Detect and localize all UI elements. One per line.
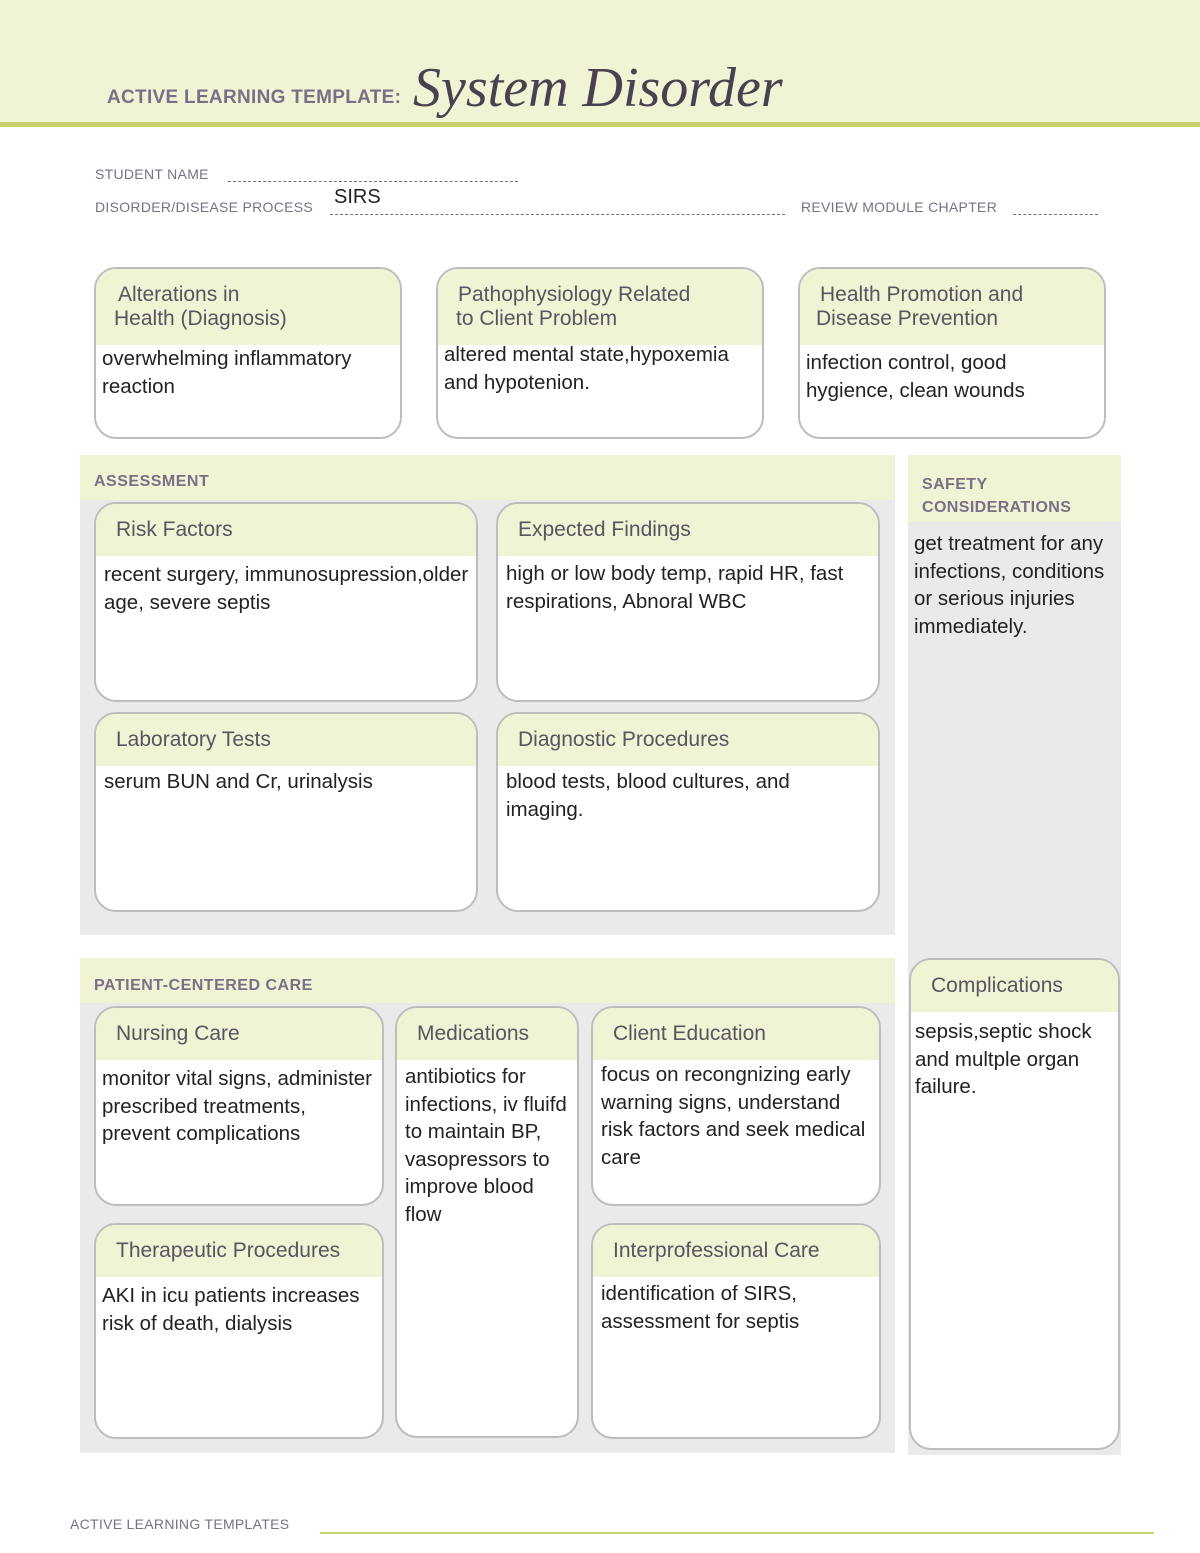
safety-body: get treatment for any infections, conditions or serious injuries immediately. (914, 532, 1105, 638)
header-rule (0, 122, 1200, 127)
pathophysiology-title-line1: Pathophysiology Related (458, 283, 691, 306)
therapeutic-procedures-body: AKI in icu patients increases risk of death, dialysis (102, 1284, 360, 1335)
risk-factors-card (94, 502, 478, 702)
health-promotion-card-header (800, 269, 1104, 345)
complications-title: Complications (911, 960, 1118, 1012)
expected-findings-body: high or low body temp, rapid HR, fast respirations, Abnoral WBC (506, 562, 844, 613)
client-education-title: Client Education (593, 1008, 879, 1060)
diagnostic-procedures-title: Diagnostic Procedures (498, 714, 878, 766)
footer-label: ACTIVE LEARNING TEMPLATES (70, 1516, 290, 1532)
disorder-field[interactable] (330, 214, 785, 215)
pathophysiology-body: altered mental state,hypoxemia and hypotenion. (444, 343, 729, 394)
pathophysiology-title-line2: to Client Problem (456, 307, 618, 330)
therapeutic-procedures-title: Therapeutic Procedures (96, 1225, 382, 1277)
laboratory-tests-title: Laboratory Tests (96, 714, 476, 766)
expected-findings-title: Expected Findings (498, 504, 878, 556)
diagnostic-procedures-body: blood tests, blood cultures, and imaging. (506, 770, 790, 821)
therapeutic-procedures-card (94, 1223, 384, 1439)
interprofessional-care-title: Interprofessional Care (593, 1225, 879, 1277)
interprofessional-care-body: identification of SIRS, assessment for septis (601, 1282, 800, 1333)
medications-card (395, 1006, 579, 1438)
client-education-card (591, 1006, 881, 1206)
risk-factors-title: Risk Factors (96, 504, 476, 556)
complications-body: sepsis,septic shock and multple organ failure. (915, 1020, 1092, 1098)
nursing-care-card (94, 1006, 384, 1206)
assessment-label: ASSESSMENT (94, 473, 210, 490)
nursing-care-body: monitor vital signs, administer prescribed treatments, prevent complications (102, 1067, 373, 1145)
student-name-field[interactable] (228, 181, 518, 182)
complications-card (909, 958, 1120, 1450)
pathophysiology-card (436, 267, 764, 439)
footer-rule (320, 1532, 1154, 1534)
page-title: System Disorder (413, 57, 783, 119)
client-education-body: focus on recongnizing early warning signs, understand risk factors and seek medical care (601, 1063, 866, 1169)
alterations-title-line2: Health (Diagnosis) (114, 307, 287, 330)
diagnostic-procedures-card (496, 712, 880, 912)
medications-title: Medications (397, 1008, 577, 1060)
interprofessional-care-card (591, 1223, 881, 1439)
alterations-title-line1: Alterations in (118, 283, 240, 306)
safety-label-line2: CONSIDERATIONS (922, 499, 1072, 516)
laboratory-tests-body: serum BUN and Cr, urinalysis (104, 770, 373, 793)
alterations-body: overwhelming inflammatory reaction (102, 347, 352, 398)
template-label: ACTIVE LEARNING TEMPLATE: (107, 87, 402, 108)
safety-label (922, 473, 1071, 519)
medications-body: antibiotics for infections, iv fluifd to maintain BP, vasopressors to improve blood flow (405, 1065, 567, 1226)
review-module-label: REVIEW MODULE CHAPTER (801, 199, 998, 215)
disorder-label: DISORDER/DISEASE PROCESS (95, 199, 314, 215)
health-promotion-title-line2: Disease Prevention (816, 307, 999, 330)
student-name-label: STUDENT NAME (95, 166, 209, 182)
health-promotion-body: infection control, good hygience, clean wounds (806, 351, 1025, 402)
alterations-card (94, 267, 402, 439)
expected-findings-card (496, 502, 880, 702)
health-promotion-card (798, 267, 1106, 439)
disorder-value: SIRS (334, 186, 381, 208)
pathophysiology-card-header (438, 269, 762, 345)
health-promotion-title-line1: Health Promotion and (820, 283, 1024, 306)
safety-label-line1: SAFETY (922, 476, 988, 493)
patient-centered-care-label: PATIENT-CENTERED CARE (94, 977, 313, 994)
review-module-field[interactable] (1013, 214, 1098, 215)
laboratory-tests-card (94, 712, 478, 912)
nursing-care-title: Nursing Care (96, 1008, 382, 1060)
alterations-card-header (96, 269, 400, 345)
risk-factors-body: recent surgery, immunosupression,older age, severe septis (104, 563, 469, 614)
